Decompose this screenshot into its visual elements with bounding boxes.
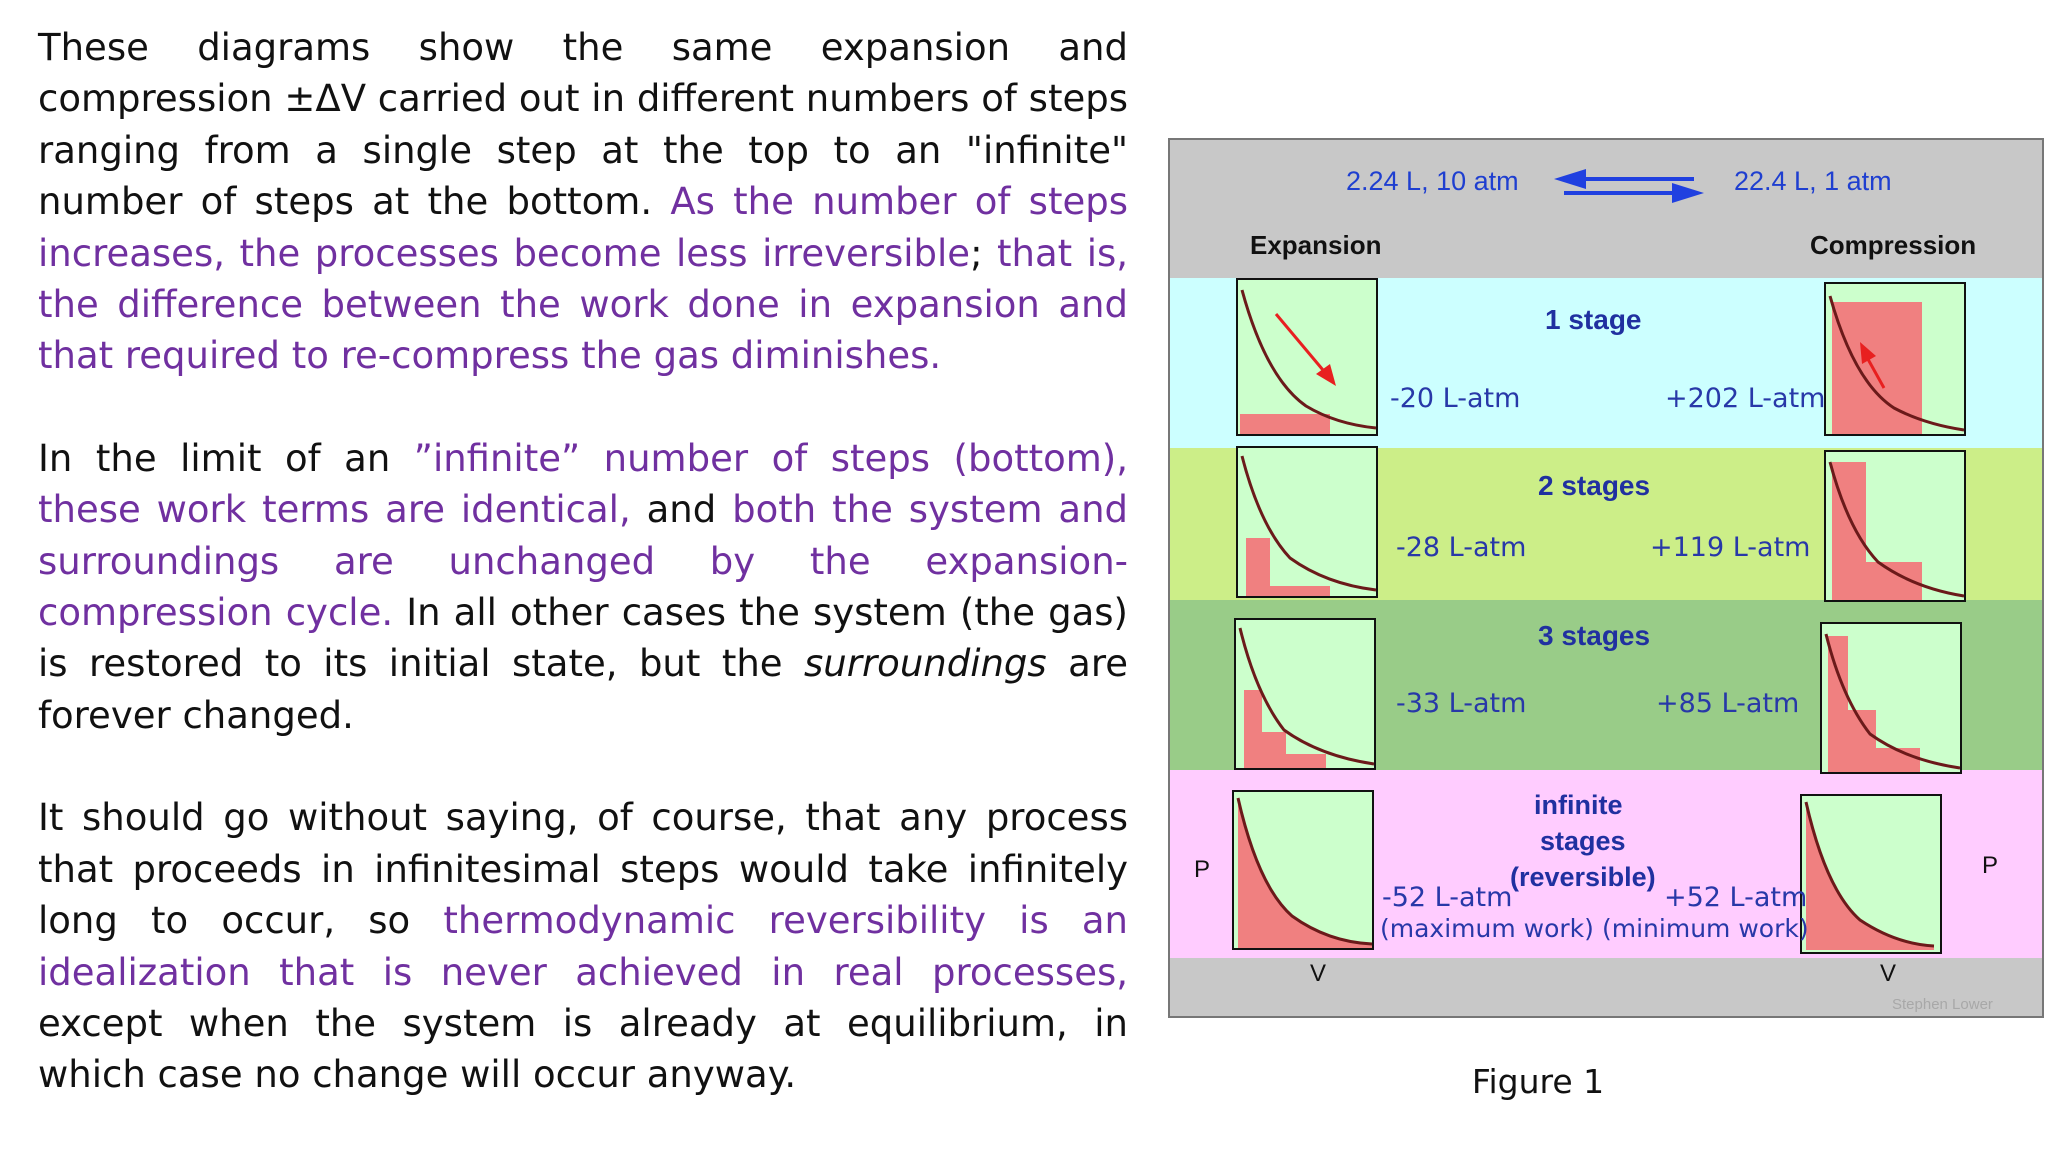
p3-highlight-b: thermodynamic reversibility is an idealization that is never achieved in real processes,	[38, 899, 1129, 994]
exp-note-4: (maximum work)	[1380, 914, 1594, 943]
p2-highlight-b: ”infinite” number of steps (bottom), these work terms are identical,	[38, 436, 1128, 532]
axis-v-right: V	[1880, 960, 1897, 987]
figure-diagram	[1168, 138, 2044, 1018]
stage-label-4-line2: stages	[1540, 826, 1626, 856]
axis-p-left: P	[1194, 856, 1211, 883]
p2-highlight-d: both the system and surroundings are unchanged by the expansion-compression cycle.	[38, 488, 1129, 635]
p1-highlight-b: As the number of steps increases, the processes become less irreversible	[38, 180, 1128, 275]
paragraph-3	[38, 792, 1128, 1100]
equilibrium-arrows-icon	[1554, 166, 1704, 206]
body-text	[38, 22, 1128, 1152]
expansion-plot-1-stage	[1236, 278, 1380, 438]
expansion-plot-3-stages	[1234, 618, 1378, 774]
p1-text-a: These diagrams show the same expansion and compression ±ΔV carried out in different numbers of steps ranging from a single step at the top to an "infinite" number of steps at the bottom.	[38, 26, 1128, 224]
right-state-label: 22.4 L, 1 atm	[1734, 166, 1892, 196]
p2-text-a: In the limit of an	[38, 436, 414, 480]
p2-text-g: are forever changed.	[38, 642, 1128, 737]
comp-work-1: +202 L-atm	[1665, 383, 1826, 414]
exp-work-1: -20 L-atm	[1390, 383, 1521, 414]
p2-text-c: and	[630, 488, 733, 532]
compression-plot-1-stage	[1824, 282, 1968, 442]
compression-plot-3-stages	[1820, 622, 1964, 778]
exp-work-2: -28 L-atm	[1396, 532, 1527, 563]
stage-label-1: 1 stage	[1545, 304, 1642, 335]
stage-label-4-line3: (reversible)	[1510, 862, 1656, 892]
p1-highlight-d: that is, the difference between the work done in expansion and that required to re-compress the gas diminishes.	[38, 231, 1129, 378]
axis-v-left: V	[1310, 960, 1327, 987]
compression-plot-infinite	[1800, 794, 1944, 958]
compression-plot-2-stages	[1824, 450, 1968, 606]
expansion-plot-2-stages	[1236, 446, 1380, 602]
figure-caption: Figure 1	[1471, 1062, 1605, 1101]
credit-text: Stephen Lower	[1892, 996, 1993, 1013]
stage-label-4-line1: infinite	[1534, 790, 1623, 820]
p1-text-c: ;	[970, 231, 998, 275]
compression-header: Compression	[1810, 230, 1977, 260]
comp-note-4: (minimum work)	[1602, 914, 1809, 943]
stage-label-3: 3 stages	[1538, 620, 1651, 651]
p3-text-a: It should go without saying, of course, that any process that proceeds in infinitesimal steps would take infinitely long to occur, so	[38, 796, 1128, 943]
exp-work-3: -33 L-atm	[1396, 688, 1527, 719]
p2-italic-f: surroundings	[804, 642, 1047, 686]
stage-label-2: 2 stages	[1538, 470, 1651, 501]
comp-work-3: +85 L-atm	[1656, 688, 1800, 719]
expansion-header: Expansion	[1250, 230, 1382, 260]
left-state-label: 2.24 L, 10 atm	[1346, 166, 1519, 196]
p3-text-c: except when the system is already at equilibrium, in which case no change will occur anyway.	[38, 1001, 1128, 1097]
comp-work-4: +52 L-atm	[1664, 882, 1808, 913]
p2-text-e: In all other cases the system (the gas) is restored to its initial state, but the	[38, 591, 1128, 686]
expansion-plot-infinite	[1232, 790, 1376, 954]
axis-p-right: P	[1982, 852, 1999, 879]
comp-work-2: +119 L-atm	[1650, 532, 1811, 563]
paragraph-2	[38, 433, 1128, 741]
exp-work-4: -52 L-atm	[1382, 882, 1513, 913]
paragraph-1	[38, 22, 1128, 382]
